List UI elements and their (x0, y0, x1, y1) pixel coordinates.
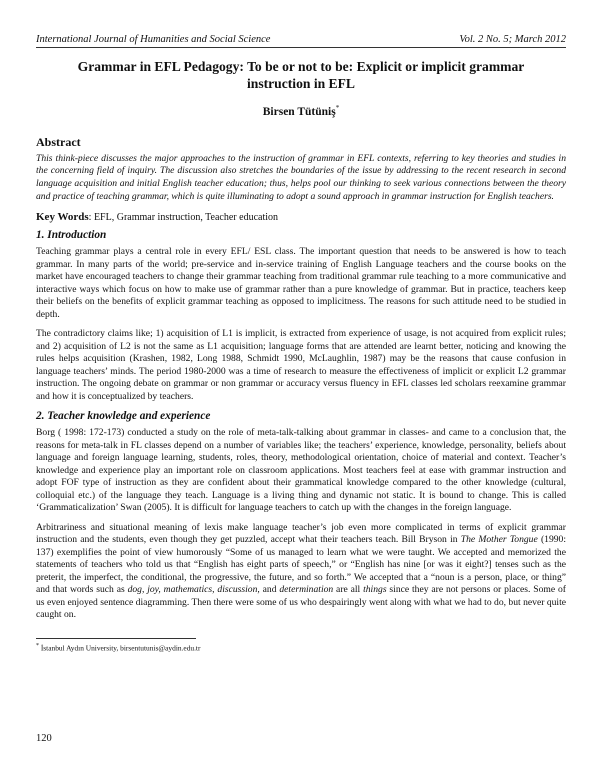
section-1-paragraph-2: The contradictory claims like; 1) acquisition of L1 is implicit, is extracted from experience of usage, is not acquired from explicit rules; and 2) acquisition of L2 is not the same as L1 acquisition; language forms that are attended are learnt better, noticing and knowing the rules helps acquisition (Krashen, 1982, Long 1988, Schmidt 1990, McLaughlin, 1987) may be the reasons that cause confusion in language teachers’ minds. The period 1980-2000 was a time of research to measure the effectiveness of implicit or explicit L2 grammar instruction. The ongoing debate on grammar or non grammar or accuracy versus fluency in EFL classes led scholars reexamine grammar and how it is conceptualized by teachers. (36, 328, 566, 402)
section-2-paragraph-1: Borg ( 1998: 172-173) conducted a study on the role of meta-talk-talking about grammar in classes- and came to a conclusion that, the reasons for meta-talk in FL classes depend on a number of variables like; the teachers’ experience, knowledge, personality, beliefs about language and foreign language learning, students, roles, theory, methodological orientation, choice of material and context. Teacher’s knowledge and experience play an important role on classroom applications. Most teachers feel at ease with grammar instruction and adopt FOF type of instruction as they are confident about their grammatical knowledge compared to the other knowledge (cultural, colloquial etc.) of the language they teach. Language is a living thing and dynamic not static. It is bound to change. This is called ‘Grammaticalization’ Swan (2005). It is difficult for language teachers to catch up with the changes in the foreign language. (36, 427, 566, 514)
keywords-label: Key Words (36, 211, 89, 224)
footnote (36, 643, 566, 652)
footnote-rule (36, 638, 196, 639)
footnote-text: İstanbul Aydın University, birsentutunis@aydin.edu.tr (39, 643, 201, 653)
text-run: (1990: 137) exemplifies the point of view humorously “Some of us managed to learn what we were taught. We accepted and memorized the statements of teachers who told us that “English has eight parts of speech,” or “English has nine [or was it eight?] tenses such as the preterit, the imperfect, the conditional, the progressive, the future, and so forth.” We accepted that a “noun is a person, place, or thing” and that words such as (36, 534, 567, 596)
section-2-paragraph-2 (36, 522, 566, 622)
text-run: Arbitrariness and situational meaning of lexis make language teacher’s job even more complicated in terms of explicit grammar instruction and the students, even though they get puzzled, accept what their teachers teach. Bill Bryson in (36, 521, 566, 546)
author-line (36, 104, 566, 118)
abstract-text: This think-piece discusses the major approaches to the instruction of grammar in EFL contexts, referring to key theories and studies in the concerning field of inquiry. The discussion also stretches the boundaries of the issue by addressing to the recent research in second language acquisition and initial English teacher education; thus, helps pool our thinking to seek various connections between the theory and practice of teaching grammar, which is quite illuminating to adopt a sound approach in grammar instruction for English teachers. (36, 152, 566, 202)
section-1-heading: 1. Introduction (36, 229, 107, 242)
section-2-heading: 2. Teacher knowledge and experience (36, 410, 211, 423)
text-run: are all (333, 584, 364, 596)
author-name: Birsen Tütüniş (262, 105, 336, 118)
book-title: The Mother Tongue (460, 534, 538, 546)
footnote-mark: * (36, 642, 39, 649)
journal-name: International Journal of Humanities and Social Science (36, 34, 271, 45)
section-1-paragraph-1: Teaching grammar plays a central role in every EFL/ ESL class. The important question that needs to be answered is how to teach grammar. In many parts of the world; pre-service and in-service training of English Language teachers and the course books on the market have encouraged teachers to change their grammar teaching from traditional grammar rule teaching to a more communicative and interactive ways which focus on how to make use of grammar rather than a pure knowledge of grammar. But in practice, teachers keep their beliefs on the benefits of explicit grammar teaching as opposed to implicitness. The reasons for such attitude need to be studied in depth. (36, 246, 566, 320)
italic-word: determination (279, 584, 334, 596)
keywords (36, 211, 566, 223)
italic-words: dog, joy, mathematics, discussion, (127, 584, 260, 596)
page-number: 120 (36, 733, 52, 744)
author-footnote-mark: * (335, 104, 340, 112)
running-header (36, 34, 566, 48)
abstract-heading: Abstract (36, 134, 81, 149)
text-run: and (259, 584, 280, 596)
paper-page (36, 34, 566, 652)
italic-word: things (363, 584, 387, 596)
paper-title: Grammar in EFL Pedagogy: To be or not to be: Explicit or implicit grammar instruction in EFL (77, 59, 525, 91)
keywords-text: : EFL, Grammar instruction, Teacher education (88, 212, 279, 224)
text-run: since they are not persons or places. Some of us even enjoyed sentence diagramming. Then there were some of us who despairingly went along with what we had to do, but never quite caught on. (36, 584, 567, 621)
issue-info: Vol. 2 No. 5; March 2012 (459, 34, 566, 45)
